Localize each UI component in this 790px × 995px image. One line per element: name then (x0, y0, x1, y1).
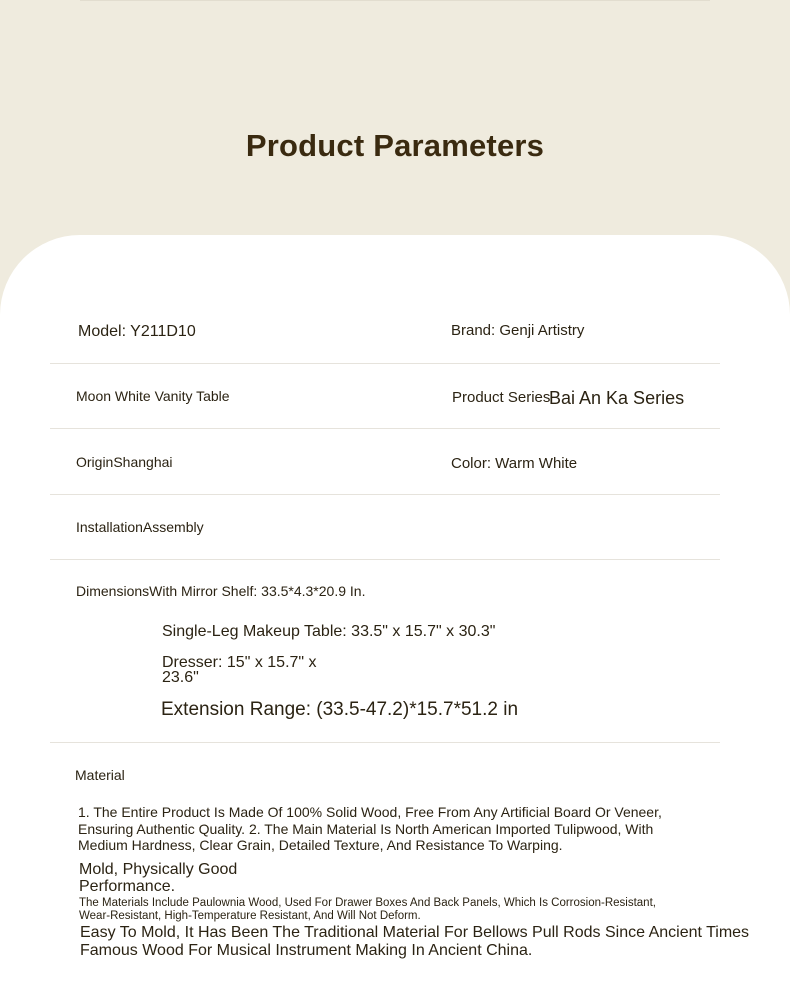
dimensions-mirror-shelf: DimensionsWith Mirror Shelf: 33.5*4.3*20.9 In. (76, 583, 366, 599)
dimensions-extension-range: Extension Range: (33.5-47.2)*15.7*51.2 in (161, 699, 519, 720)
origin-value: OriginShanghai (76, 454, 173, 470)
material-para4-line1: Easy To Mold, It Has Been The Traditional Material For Bellows Pull Rods Since Ancient Times (80, 924, 750, 941)
brand-value: Brand: Genji Artistry (451, 322, 585, 339)
model-value: Model: Y211D10 (78, 323, 196, 340)
row-divider (50, 363, 720, 364)
material-para2-line2: Performance. (79, 878, 176, 895)
product-series-value: Bai An Ka Series (549, 388, 685, 408)
material-para1-line2: Ensuring Authentic Quality. 2. The Main Material Is North American Imported Tulipwood, With (78, 820, 654, 837)
material-para1-line1: 1. The Entire Product Is Made Of 100% Solid Wood, Free From Any Artificial Board Or Veneer, (78, 804, 662, 820)
row-divider (50, 742, 720, 743)
color-value: Color: Warm White (451, 455, 578, 472)
installation-value: InstallationAssembly (76, 519, 204, 535)
product-series-label: Product Series (452, 389, 551, 406)
dimensions-dresser-line1: Dresser: 15" x 15.7" x (162, 654, 317, 671)
top-divider (80, 0, 710, 1)
material-para1-line3: Medium Hardness, Clear Grain, Detailed Texture, And Resistance To Warping. (78, 837, 563, 853)
material-label: Material (75, 767, 125, 783)
page-title: Product Parameters (245, 128, 545, 163)
row-divider (50, 494, 720, 495)
material-para2-line1: Mold, Physically Good (79, 861, 238, 878)
material-para3-line2: Wear-Resistant, High-Temperature Resistant, And Will Not Deform. (79, 910, 421, 922)
dimensions-dresser-line2: 23.6" (162, 669, 199, 686)
dimensions-single-leg: Single-Leg Makeup Table: 33.5" x 15.7" x 30.3" (162, 623, 496, 640)
material-para3-line1: The Materials Include Paulownia Wood, Used For Drawer Boxes And Back Panels, Which Is Corrosion-Resistant, (79, 897, 656, 909)
material-para4-line2: Famous Wood For Musical Instrument Making In Ancient China. (80, 942, 533, 959)
row-divider (50, 559, 720, 560)
row-divider (50, 428, 720, 429)
product-name: Moon White Vanity Table (76, 388, 230, 404)
